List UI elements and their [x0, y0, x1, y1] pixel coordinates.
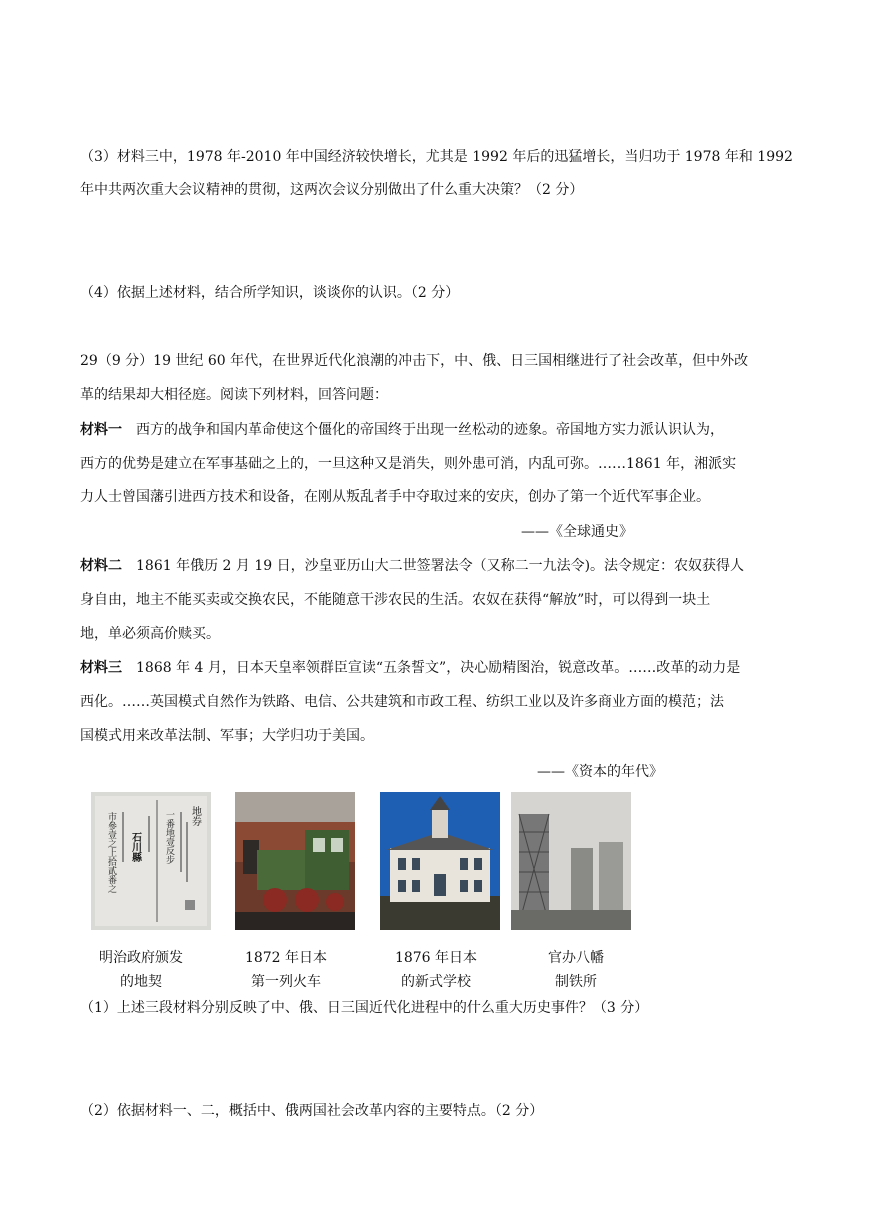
caption-first-train-line2: 第一列火车 — [251, 974, 321, 990]
deed-text-a: 市參壹之上拾貳番之 — [106, 812, 116, 893]
caption-steel-works-line2: 制铁所 — [555, 974, 597, 990]
caption-school-line2: 的新式学校 — [401, 974, 471, 990]
material-3-label: 材料三 — [80, 660, 122, 676]
material-1-source: ——《全球通史》 — [521, 524, 633, 540]
caption-land-deed-line1: 明治政府颁发 — [99, 950, 183, 966]
caption-land-deed — [76, 946, 206, 994]
q28-question-4: （4）依据上述材料，结合所学知识，谈谈你的认识。（2 分） — [80, 285, 460, 301]
material-1-line3: 力人士曾国藩引进西方技术和设备，在刚从叛乱者手中夺取过来的安庆，创办了第一个近代军事企业。 — [80, 489, 710, 505]
deed-text-b: 石川縣 — [129, 832, 141, 862]
deed-text-c: 一番地壹反步 — [164, 810, 174, 864]
yawata-steel-works-photo — [511, 792, 631, 930]
q29-intro-line2: 革的结果却大相径庭。阅读下列材料，回答问题： — [80, 387, 388, 403]
material-1-line2: 西方的优势是建立在军事基础之上的，一旦这种又是消失，则外患可消，内乱可弥。……1861 年，湘派实 — [80, 456, 737, 472]
q28-question-3-line1: （3）材料三中，1978 年-2010 年中国经济较快增长，尤其是 1992 年后的迅猛增长，当归功于 1978 年和 1992 — [80, 149, 793, 165]
material-3-line3: 国模式用来改革法制、军事；大学归功于美国。 — [80, 728, 374, 744]
q29-intro-line1: 29（9 分）19 世纪 60 年代，在世界近代化浪潮的冲击下，中、俄、日三国相继进行了社会改革，但中外改 — [80, 353, 749, 369]
land-deed-photo — [91, 792, 211, 930]
q29-question-1: （1）上述三段材料分别反映了中、俄、日三国近代化进程中的什么重大历史事件？（3 分） — [80, 1000, 649, 1016]
material-1-text-1: 西方的战争和国内革命使这个僵化的帝国终于出现一丝松动的迹象。帝国地方实力派认识认为， — [122, 422, 724, 438]
first-train-photo — [235, 792, 355, 930]
caption-land-deed-line2: 的地契 — [120, 974, 162, 990]
q29-question-2: （2）依据材料一、二，概括中、俄两国社会改革内容的主要特点。（2 分） — [80, 1103, 544, 1119]
material-2-line1 — [80, 556, 744, 576]
material-3-source: ——《资本的年代》 — [537, 764, 663, 780]
caption-steel-works — [511, 946, 641, 994]
material-2-line2: 身自由，地主不能买卖或交换农民，不能随意干涉农民的生活。农奴在获得“解放”时，可以得到一块土 — [80, 592, 711, 608]
material-2-line3: 地，单必须高价赎买。 — [80, 626, 220, 642]
material-1-label: 材料一 — [80, 422, 122, 438]
caption-school — [371, 946, 501, 994]
material-2-label: 材料二 — [80, 558, 122, 574]
caption-first-train — [221, 946, 351, 994]
western-school-photo — [380, 792, 500, 930]
caption-first-train-line1: 1872 年日本 — [244, 950, 328, 966]
material-2-text-1: 1861 年俄历 2 月 19 日，沙皇亚历山大二世签署法令（又称二一九法令)。法令规定：农奴获得人 — [122, 558, 745, 574]
deed-text-d: 地券 — [189, 806, 201, 826]
material-3-text-1: 1868 年 4 月，日本天皇率领群臣宣读“五条誓文”，决心励精图治，锐意改革。……改革的动力是 — [122, 660, 741, 676]
q28-question-3-line2: 年中共两次重大会议精神的贯彻，这两次会议分别做出了什么重大决策？（2 分） — [80, 182, 584, 198]
material-1-line1 — [80, 420, 724, 440]
material-3-line1 — [80, 658, 740, 678]
material-3-line2: 西化。……英国模式自然作为铁路、电信、公共建筑和市政工程、纺织工业以及许多商业方面的模范；法 — [80, 694, 724, 710]
caption-school-line1: 1876 年日本 — [394, 950, 478, 966]
caption-steel-works-line1: 官办八幡 — [548, 950, 604, 966]
